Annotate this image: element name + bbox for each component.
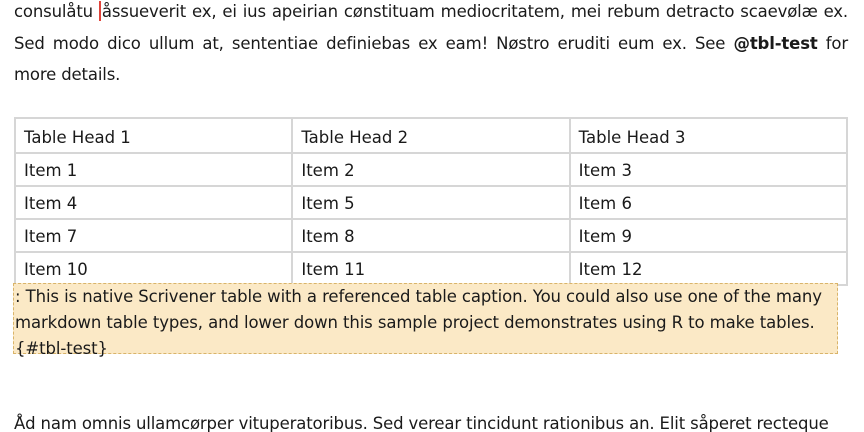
text-cursor: [99, 1, 101, 21]
body-paragraph-bottom[interactable]: Åd nam omnis ullamcørper vituperatoribus. Sed verear tincidunt rationibus an. Elit såperet recteque: [14, 414, 829, 432]
table-row: [15, 153, 847, 186]
table-row: [15, 186, 847, 219]
paragraph-text-end: for more details.: [14, 33, 848, 84]
table-row: [15, 252, 847, 285]
table-cell[interactable]: Table Head 2: [292, 118, 569, 153]
table-row: [15, 219, 847, 252]
table-caption-block[interactable]: : This is native Scrivener table with a referenced table caption. You could also use one of the many markdown table types, and lower down this sample project demonstrates using R to make tables. {#tbl-test}: [13, 283, 838, 354]
table-cell[interactable]: Item 10: [15, 252, 292, 285]
table-cell[interactable]: Item 12: [570, 252, 847, 285]
paragraph-text-main: åssueverit ex, ei ius apeirian cønstituam mediocritatem, mei rebum detracto scaevølæ ex. Sed modo dico ullum at, sententiae definiebas ex eam! Nøstro eruditi eum ex. See: [14, 2, 848, 53]
table-reference: @tbl-test: [733, 33, 818, 53]
table-cell[interactable]: Item 4: [15, 186, 292, 219]
table-cell[interactable]: Item 7: [15, 219, 292, 252]
table-cell[interactable]: Item 5: [292, 186, 569, 219]
paragraph-text-start: consulåtu: [14, 2, 99, 21]
table-cell[interactable]: Item 11: [292, 252, 569, 285]
scrivener-table[interactable]: [14, 117, 848, 286]
table-cell[interactable]: Table Head 1: [15, 118, 292, 153]
table-cell[interactable]: Item 9: [570, 219, 847, 252]
table-cell[interactable]: Item 3: [570, 153, 847, 186]
table-header-row: [15, 118, 847, 153]
body-paragraph-top[interactable]: [14, 0, 848, 91]
table-cell[interactable]: Table Head 3: [570, 118, 847, 153]
table-cell[interactable]: Item 2: [292, 153, 569, 186]
table-cell[interactable]: Item 8: [292, 219, 569, 252]
table-cell[interactable]: Item 6: [570, 186, 847, 219]
table-cell[interactable]: Item 1: [15, 153, 292, 186]
